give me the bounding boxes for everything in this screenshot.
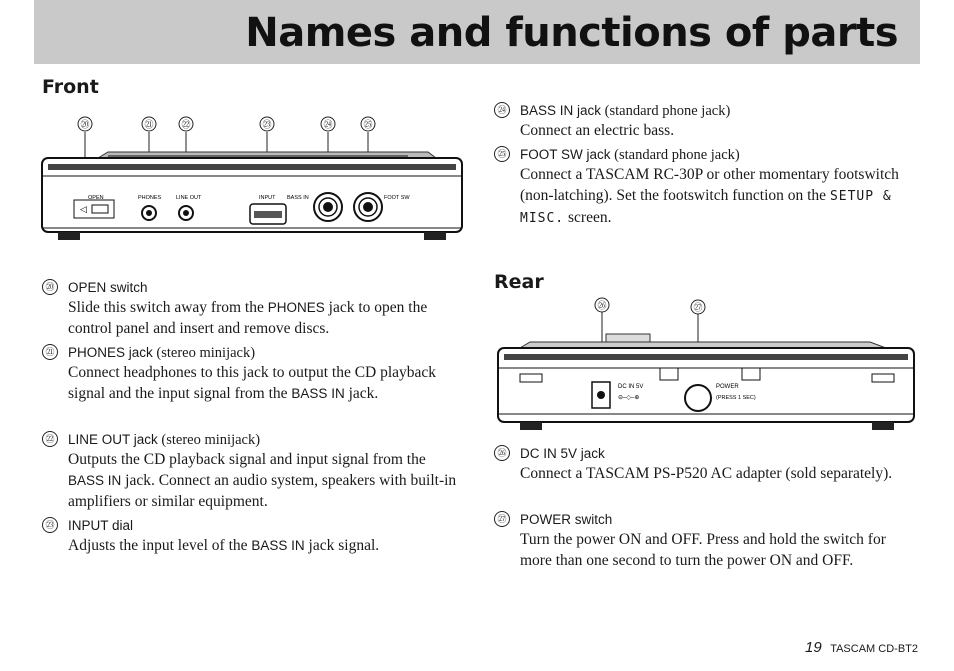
dc-in-label: DC IN 5V [618, 384, 644, 390]
item-desc-end: jack. Connect an audio system, speakers with built-in amplifiers or similar equipment. [68, 472, 457, 510]
item-desc: Connect a TASCAM PS-P520 AC adapter (sold separately). [520, 465, 893, 482]
footer-brand: TASCAM CD-BT2 [830, 643, 918, 655]
item-number: ㉒ [42, 431, 58, 447]
item-desc-keyword: PHONES [267, 300, 325, 315]
item-bass-in-jack [494, 102, 920, 141]
item-dc-in-jack [494, 445, 920, 484]
callout-20-label: ⑳ [80, 119, 90, 130]
item-phones-jack [42, 344, 462, 404]
page-title: Names and functions of parts [245, 10, 898, 56]
item-spec: (standard phone jack) [610, 147, 740, 163]
item-desc: Adjusts the input level of the [68, 537, 252, 554]
item-name: FOOT SW jack [520, 147, 611, 162]
title-bar [34, 0, 920, 64]
item-power-switch [494, 511, 920, 571]
item-number: ㉖ [494, 445, 510, 461]
phones-jack-label: PHONES [138, 195, 162, 201]
item-number: ㉕ [494, 146, 510, 162]
item-desc-end: jack to open the control panel and insert and remove discs. [68, 299, 428, 337]
item-number: ㉑ [42, 344, 58, 360]
rear-heading: Rear [494, 271, 544, 293]
item-desc-keyword: BASS IN [68, 473, 122, 488]
power-label: POWER [716, 384, 739, 390]
item-desc: Outputs the CD playback signal and input signal from the [68, 451, 426, 468]
item-number: ㉗ [494, 511, 510, 527]
item-open-switch [42, 279, 462, 339]
callout-24-label: ㉔ [323, 119, 333, 130]
item-name: LINE OUT jack [68, 432, 158, 447]
item-name: PHONES jack [68, 345, 153, 360]
callout-21-label: ㉑ [144, 119, 154, 130]
item-desc-keyword: BASS IN [251, 538, 305, 553]
item-spec: (stereo minijack) [157, 432, 261, 448]
callout-25-label: ㉕ [363, 119, 373, 130]
item-desc: Turn the power ON and OFF. Press and hold the switch for more than one second to turn the power ON and OFF. [520, 531, 886, 569]
item-desc: Connect a TASCAM RC-30P or other momentary footswitch (non-latching). Set the footswitch function on the [520, 166, 899, 204]
callout-26-label: ㉖ [597, 300, 607, 311]
front-panel-diagram [38, 110, 468, 250]
line-out-jack-label: LINE OUT [176, 195, 202, 201]
item-desc-end: jack signal. [304, 537, 380, 554]
front-heading: Front [42, 76, 99, 98]
item-name: DC IN 5V jack [520, 446, 605, 461]
item-number: ㉔ [494, 102, 510, 118]
item-name: OPEN switch [68, 280, 148, 295]
rear-panel-diagram [490, 294, 920, 434]
item-number: ⑳ [42, 279, 58, 295]
item-number: ㉓ [42, 517, 58, 533]
item-desc: Slide this switch away from the [68, 299, 268, 316]
item-desc-end: jack. [344, 385, 379, 402]
item-name: POWER switch [520, 512, 613, 527]
callout-22-label: ㉒ [181, 119, 191, 130]
item-foot-sw-jack [494, 146, 920, 229]
page-footer [805, 639, 918, 657]
press-label: (PRESS 1 SEC) [716, 395, 756, 401]
item-desc: Connect an electric bass. [520, 122, 675, 139]
callout-27-label: ㉗ [693, 302, 703, 313]
svg-text:⊖‒◇‒⊕: ⊖‒◇‒⊕ [618, 395, 640, 401]
item-spec: (stereo minijack) [152, 345, 256, 361]
svg-text:◁: ◁ [80, 204, 87, 214]
item-input-dial [42, 517, 462, 556]
item-spec: (standard phone jack) [601, 103, 731, 119]
item-desc-keyword: SETUP & MISC. [520, 189, 892, 226]
item-desc-keyword: BASS IN [291, 386, 345, 401]
item-name: INPUT dial [68, 518, 134, 533]
item-desc: Connect headphones to this jack to output the CD playback signal and the input signal from the [68, 364, 437, 402]
bass-in-jack-label: BASS IN [287, 195, 309, 201]
input-dial-label: INPUT [259, 195, 276, 201]
item-line-out-jack [42, 431, 462, 512]
page-number: 19 [805, 639, 822, 656]
callout-23-label: ㉓ [262, 119, 272, 130]
open-switch-label: OPEN [88, 195, 104, 201]
item-name: BASS IN jack [520, 103, 602, 118]
item-desc-end: screen. [564, 209, 612, 226]
foot-sw-jack-label: FOOT SW [384, 195, 410, 201]
